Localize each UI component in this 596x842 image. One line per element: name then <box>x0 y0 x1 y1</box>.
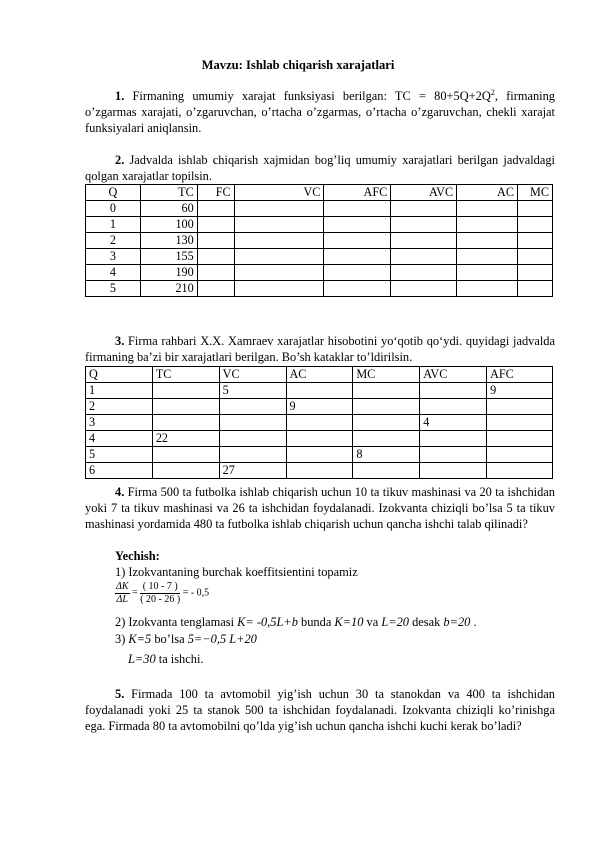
table-cell: 3 <box>86 249 141 265</box>
table-cell <box>391 249 457 265</box>
answer-text: ta ishchi. <box>155 652 204 666</box>
step-3-equation: 5=−0,5 L+20 <box>187 632 257 646</box>
table-cell: 5 <box>219 383 286 399</box>
table-cell: 27 <box>219 463 286 479</box>
task-2-number: 2. <box>115 153 125 167</box>
table-cell <box>353 463 420 479</box>
table-cell <box>286 447 353 463</box>
table-cell <box>197 249 234 265</box>
table-cell <box>517 249 552 265</box>
table-header-cell: TC <box>140 185 197 201</box>
table-cell <box>517 201 552 217</box>
solution-step-2 <box>115 614 477 630</box>
table-cell <box>391 233 457 249</box>
task2-header-row <box>86 185 553 201</box>
task-5-number: 5. <box>115 687 125 701</box>
table-cell <box>234 265 324 281</box>
table-cell <box>152 383 219 399</box>
table-cell <box>487 415 553 431</box>
table-cell: 60 <box>140 201 197 217</box>
table-header-cell: AVC <box>391 185 457 201</box>
table-cell <box>286 463 353 479</box>
k-value: K=10 <box>334 615 364 629</box>
table-cell <box>324 265 391 281</box>
table-header-cell: VC <box>234 185 324 201</box>
table-cell <box>517 233 552 249</box>
table-cell <box>353 415 420 431</box>
table-cell <box>457 233 518 249</box>
table-cell <box>420 399 487 415</box>
fraction-2-denominator: ( 20 - 26 ) <box>140 594 181 605</box>
table-row <box>86 447 553 463</box>
table-cell <box>324 201 391 217</box>
table-cell <box>391 265 457 281</box>
table-header-cell: VC <box>219 367 286 383</box>
task-1 <box>85 88 555 136</box>
task-1-text-end: , firmaning o’zgarmas xarajati, o’zgaruvchan, o’rtacha o’zgarmas, o’rtacha o’zgaruvchan, chekli xarajat funksiyalari aniqlansin. <box>85 89 555 135</box>
table-cell <box>353 399 420 415</box>
table-cell <box>420 447 487 463</box>
table-cell <box>353 431 420 447</box>
k-value-2: K=5 <box>128 632 152 646</box>
table-cell: 1 <box>86 383 153 399</box>
table-cell <box>197 233 234 249</box>
table-row <box>86 217 553 233</box>
table-cell <box>420 431 487 447</box>
fraction-denominator: ΔL <box>116 594 128 605</box>
table-row <box>86 265 553 281</box>
cost-table-1 <box>85 184 553 297</box>
task-1-superscript: 2 <box>490 87 495 97</box>
table-cell: 6 <box>86 463 153 479</box>
table-cell: 210 <box>140 281 197 297</box>
table-header-cell: Q <box>86 367 153 383</box>
table-row <box>86 463 553 479</box>
task-4-text: Firma 500 ta futbolka ishlab chiqarish uchun 10 ta tikuv mashinasi va 20 ta ishchidan yoki 7 ta tikuv mashinasi va 26 ta ishchidan foydalanadi. Izokvanta chiziqli bo’lsa 5 ta tikuv mashinasi yordamida 480 ta futbolka ishlab chiqarish uchun qancha ishchi talab qilinadi? <box>85 485 555 531</box>
table-cell <box>457 281 518 297</box>
table-cell: 2 <box>86 233 141 249</box>
table-cell: 190 <box>140 265 197 281</box>
fraction-result: = - 0,5 <box>182 587 210 599</box>
task-3-text: Firma rahbari X.X. Xamraev xarajatlar hisobotini yo‘qotib qo‘ydi. quyidagi jadvalda firmaning ba’zi bir xarajatlari berilgan. Bo’sh kataklar to’ldirilsin. <box>85 334 555 364</box>
task-1-text: Firmaning umumiy xarajat funksiyasi berilgan: TC = 80+5Q+2Q <box>124 89 491 103</box>
table-header-cell: AC <box>457 185 518 201</box>
l-value: L=20 <box>381 615 409 629</box>
table-cell <box>353 383 420 399</box>
task3-header-row <box>86 367 553 383</box>
cost-table-2 <box>85 366 553 479</box>
table-cell <box>152 399 219 415</box>
step-3-bolsa: bo’lsa <box>151 632 188 646</box>
table-row <box>86 249 553 265</box>
task-3 <box>85 333 555 365</box>
table-cell: 0 <box>86 201 141 217</box>
table-row <box>86 233 553 249</box>
solution-step-3 <box>115 631 257 647</box>
table-cell <box>391 281 457 297</box>
table-row <box>86 399 553 415</box>
table-cell <box>234 249 324 265</box>
step-2-text: 2) Izokvanta tenglamasi <box>115 615 238 629</box>
table-cell <box>517 217 552 233</box>
solution-answer <box>128 651 204 667</box>
table-cell <box>420 383 487 399</box>
task-2-text: Jadvalda ishlab chiqarish xajmidan bog’liq umumiy xarajatlari berilgan jadvaldagi qolgan xarajatlar topilsin. <box>85 153 555 183</box>
table-cell <box>487 399 553 415</box>
table-cell <box>219 399 286 415</box>
table-cell <box>234 233 324 249</box>
table-cell <box>197 217 234 233</box>
table-cell <box>286 415 353 431</box>
table-cell <box>219 447 286 463</box>
solution-label: Yechish: <box>115 549 160 563</box>
table-cell <box>234 281 324 297</box>
table-cell: 100 <box>140 217 197 233</box>
table-cell <box>391 217 457 233</box>
table-cell: 130 <box>140 233 197 249</box>
table-header-cell: Q <box>86 185 141 201</box>
table-cell <box>234 201 324 217</box>
step-2-desak: desak <box>409 615 444 629</box>
step-2-bunda: bunda <box>297 615 335 629</box>
solution-step-1: 1) Izokvantaning burchak koeffitsientini topamiz <box>115 565 358 579</box>
table-cell <box>152 463 219 479</box>
table-cell <box>391 201 457 217</box>
table-row <box>86 281 553 297</box>
table-header-cell: FC <box>197 185 234 201</box>
table-header-cell: TC <box>152 367 219 383</box>
task-1-number: 1. <box>115 89 125 103</box>
table-cell: 9 <box>487 383 553 399</box>
table-cell: 5 <box>86 281 141 297</box>
table-header-cell: AC <box>286 367 353 383</box>
document-title: Mavzu: Ishlab chiqarish xarajatlari <box>201 58 395 72</box>
table-cell <box>487 463 553 479</box>
table-cell: 4 <box>86 265 141 281</box>
table-cell <box>324 281 391 297</box>
task-4 <box>85 484 555 532</box>
table-row <box>86 415 553 431</box>
table-cell: 22 <box>152 431 219 447</box>
table-row <box>86 383 553 399</box>
table-row <box>86 201 553 217</box>
table-cell: 3 <box>86 415 153 431</box>
table-cell <box>324 217 391 233</box>
table-cell <box>487 431 553 447</box>
table-cell <box>286 383 353 399</box>
table-header-cell: AFC <box>324 185 391 201</box>
b-value: b=20 <box>443 615 471 629</box>
table-header-cell: AFC <box>487 367 553 383</box>
task-5-text: Firmada 100 ta avtomobil yig’ish uchun 30 ta stanokdan va 400 ta ishchidan foydalanadi yoki 25 ta stanok 500 ta ishchidan foydalanadi. Izokvanta chiziqli ko’rinishga ega. Firmada 80 ta avtomobilni qo’lda yig’ish uchun qancha ishchi kuchi kerak bo’ladi? <box>85 687 555 733</box>
step-2-va: va <box>363 615 382 629</box>
table-cell <box>152 415 219 431</box>
fraction-numerator: ΔK <box>116 581 129 592</box>
table-cell: 4 <box>86 431 153 447</box>
table-cell <box>457 249 518 265</box>
table-cell: 9 <box>286 399 353 415</box>
table-cell <box>457 217 518 233</box>
table-cell <box>517 265 552 281</box>
table-cell: 5 <box>86 447 153 463</box>
task-4-number: 4. <box>115 485 125 499</box>
task-3-number: 3. <box>115 334 125 348</box>
table-cell <box>234 217 324 233</box>
task-5 <box>85 686 555 734</box>
table-cell <box>420 463 487 479</box>
slope-formula: $\frac{\Delta K}{\Delta L}$ = $\frac{( 10 - 7 )}{( 20 - 26 )}$ = - 0,5 <box>116 581 210 605</box>
table-cell: 2 <box>86 399 153 415</box>
table-cell <box>457 265 518 281</box>
table-cell <box>219 431 286 447</box>
table-cell <box>152 447 219 463</box>
table-cell <box>324 249 391 265</box>
table-cell: 1 <box>86 217 141 233</box>
table-cell <box>197 201 234 217</box>
table-cell <box>197 265 234 281</box>
fraction-2-numerator: ( 10 - 7 ) <box>140 581 180 594</box>
table-cell <box>197 281 234 297</box>
table-cell <box>219 415 286 431</box>
l-answer: L=30 <box>128 652 156 666</box>
table-cell: 8 <box>353 447 420 463</box>
table-cell <box>324 233 391 249</box>
table-cell <box>286 431 353 447</box>
table-cell: 155 <box>140 249 197 265</box>
task-2 <box>85 152 555 184</box>
table-row <box>86 431 553 447</box>
table-cell <box>457 201 518 217</box>
table-cell <box>517 281 552 297</box>
table-cell <box>487 447 553 463</box>
table-header-cell: AVC <box>420 367 487 383</box>
table-header-cell: MC <box>517 185 552 201</box>
step-2-end: . <box>470 615 477 629</box>
isoquant-equation: K= -0,5L+b <box>237 615 298 629</box>
table-cell: 4 <box>420 415 487 431</box>
table-header-cell: MC <box>353 367 420 383</box>
step-3-text: 3) <box>115 632 129 646</box>
